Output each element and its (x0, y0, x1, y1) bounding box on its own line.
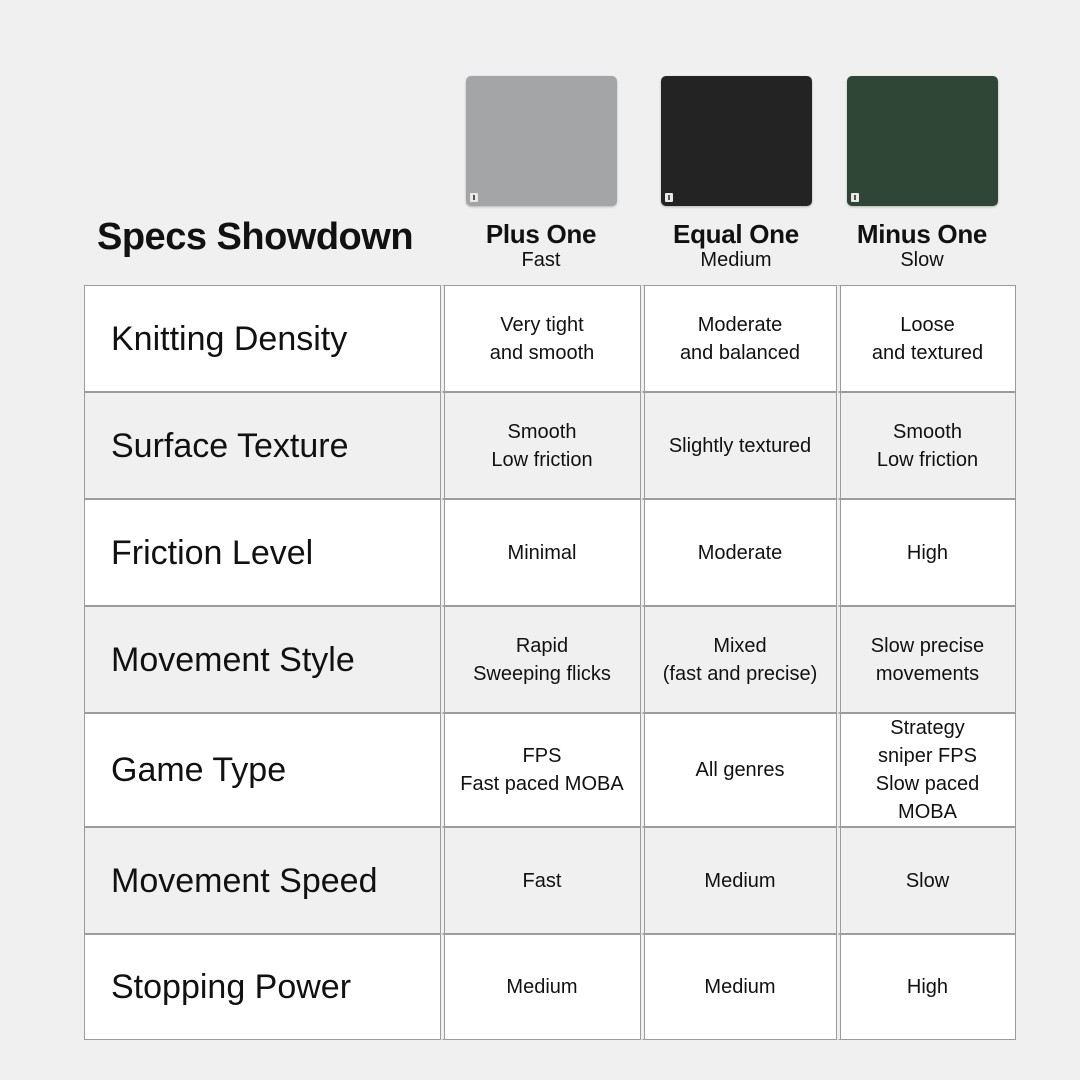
table-row (84, 392, 1016, 499)
product-minus-one (822, 76, 1022, 272)
cell-text: Sweeping flicks (473, 662, 611, 685)
table-cell (441, 285, 641, 392)
cell-text: Slow paced MOBA (875, 773, 980, 823)
brand-logo-icon (665, 193, 673, 202)
table-cell (441, 934, 641, 1040)
table-cell (837, 392, 1016, 499)
cell-text: Medium (704, 869, 776, 892)
cell-text: Loose (900, 313, 955, 336)
table-row (84, 606, 1016, 713)
product-name: Equal One (673, 219, 799, 249)
cell-text: Moderate (697, 541, 783, 564)
table-cell (441, 499, 641, 606)
table-cell (441, 713, 641, 827)
cell-text: Medium (506, 976, 578, 998)
table-row (84, 713, 1016, 827)
cell-text: Moderate (697, 313, 783, 336)
mousepad-image-minus-one (847, 76, 998, 206)
cell-text: Minimal (507, 541, 577, 564)
row-label: Friction Level (84, 499, 441, 606)
cell-text: Smooth (893, 420, 962, 443)
row-label: Knitting Density (84, 285, 441, 392)
cell-text: High (906, 976, 949, 998)
product-plus-one (441, 76, 641, 272)
cell-text: (fast and precise) (662, 662, 818, 685)
product-speed: Medium (700, 249, 772, 271)
cell-text: Very tight (500, 313, 584, 336)
cell-text: Slightly textured (668, 434, 812, 457)
table-cell (837, 827, 1016, 934)
table-row (84, 285, 1016, 392)
cell-text: and smooth (489, 341, 595, 364)
table-cell (441, 606, 641, 713)
cell-text: Slow (905, 869, 950, 892)
page-title: Specs Showdown (97, 216, 414, 258)
row-label: Movement Style (84, 606, 441, 713)
brand-logo-icon (851, 193, 859, 202)
cell-text: FPS (522, 745, 562, 767)
table-cell (837, 606, 1016, 713)
product-name: Plus One (485, 219, 597, 249)
brand-logo-icon (470, 193, 478, 202)
table-cell (837, 499, 1016, 606)
cell-text: Rapid (515, 634, 569, 657)
table-cell (641, 713, 837, 827)
cell-text: movements (875, 662, 980, 685)
table-cell (837, 285, 1016, 392)
table-cell (441, 392, 641, 499)
row-label: Surface Texture (84, 392, 441, 499)
cell-text: Strategy (890, 717, 965, 739)
table-cell (837, 713, 1016, 827)
mousepad-image-plus-one (466, 76, 617, 206)
cell-text: Low friction (876, 448, 979, 471)
product-name: Minus One (856, 219, 988, 249)
row-label: Movement Speed (84, 827, 441, 934)
cell-text: Fast (522, 869, 562, 892)
table-cell (641, 499, 837, 606)
mousepad-image-equal-one (661, 76, 812, 206)
row-label: Stopping Power (84, 934, 441, 1040)
product-equal-one (636, 76, 836, 272)
table-cell (641, 934, 837, 1040)
table-row (84, 499, 1016, 606)
cell-text: Low friction (491, 448, 593, 471)
table-row (84, 934, 1016, 1040)
table-cell (641, 392, 837, 499)
cell-text: Mixed (713, 634, 767, 657)
cell-text: All genres (695, 759, 785, 781)
specs-table (84, 285, 1016, 1040)
table-row (84, 827, 1016, 934)
cell-text: and balanced (679, 341, 801, 364)
cell-text: Slow precise (870, 634, 985, 657)
cell-text: High (906, 541, 949, 564)
table-cell (641, 285, 837, 392)
cell-text: Smooth (507, 420, 577, 443)
cell-text: and textured (871, 341, 984, 364)
cell-text: Fast paced MOBA (460, 773, 624, 795)
table-cell (441, 827, 641, 934)
table-cell (837, 934, 1016, 1040)
table-cell (641, 827, 837, 934)
table-cell (641, 606, 837, 713)
cell-text: sniper FPS (878, 745, 977, 767)
cell-text: Medium (704, 976, 776, 998)
row-label: Game Type (84, 713, 441, 827)
product-speed: Fast (521, 249, 561, 271)
product-speed: Slow (900, 249, 944, 271)
